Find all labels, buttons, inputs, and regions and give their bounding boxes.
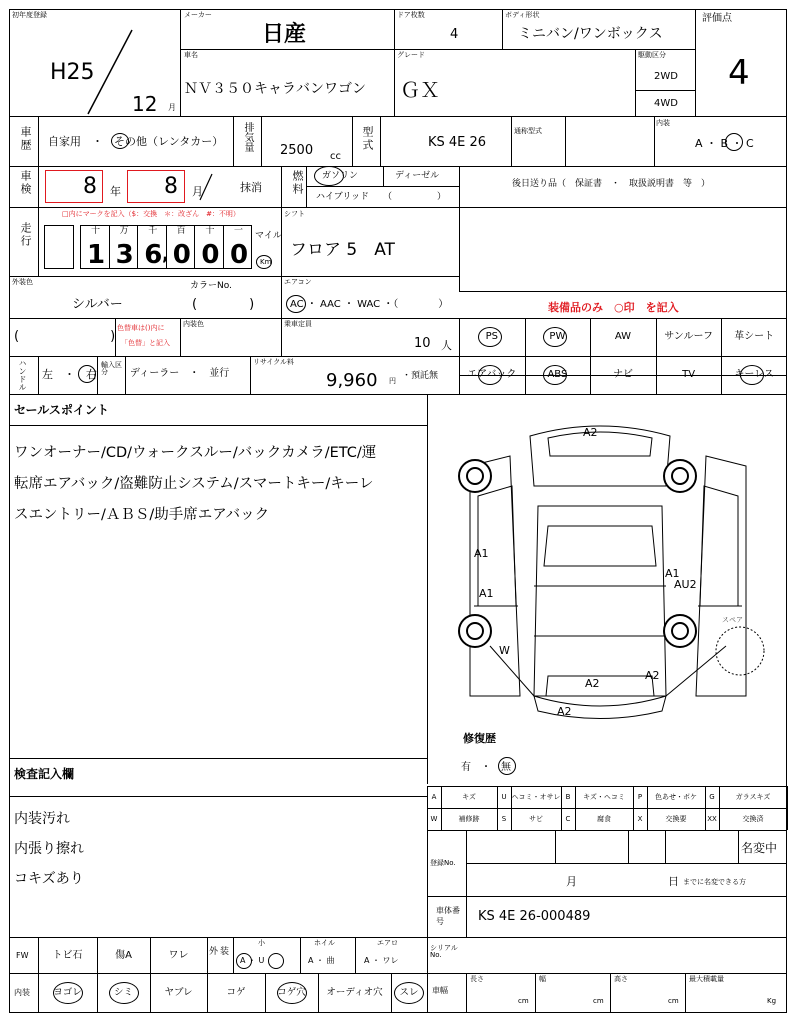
reg-day-unit: 日: [668, 875, 679, 888]
handle-label: ハンドル: [18, 359, 27, 391]
drive-4wd: 4WD: [654, 98, 678, 109]
equip-item: 革シート: [734, 331, 775, 342]
common-model-label: 通称型式: [514, 127, 542, 135]
sales-line: スエントリー/ＡＢＳ/助手席エアバック: [14, 507, 270, 523]
grade-label: グレード: [397, 51, 425, 59]
odometer-digit: 0: [201, 240, 220, 270]
damage-mark: A2: [585, 677, 600, 690]
color-no-label: カラーNo.: [190, 281, 232, 291]
interior-item: ヤブレ: [164, 987, 193, 998]
odometer-divider: [137, 225, 138, 269]
inspection-note: コキズあり: [14, 871, 84, 887]
odometer-digit: 0: [230, 240, 249, 270]
odometer-unit: 万: [119, 226, 129, 236]
drive-label: 駆動区分: [638, 51, 666, 59]
inspection-note: 内装汚れ: [14, 811, 70, 827]
ext-small: A ・ U: [240, 956, 265, 965]
ext-a-circle: [236, 953, 252, 969]
damage-mark: A1: [479, 587, 494, 600]
mileage-note: □内にマークを記入（$：交換 ＊：改ざん #：不明）: [62, 210, 240, 218]
legend-desc: 交換要: [665, 815, 687, 823]
equip-item: エアバック: [467, 369, 517, 380]
equip-header: 装備品のみ ○印 を記入: [548, 301, 679, 314]
repair-options: 有 ・ 無: [461, 762, 511, 773]
legend-code: A: [431, 793, 437, 801]
fw-item: 傷A: [115, 950, 132, 961]
weight-unit: Kg: [767, 997, 777, 1005]
inspection-notes-label: 検査記入欄: [14, 767, 75, 781]
height-unit: cm: [668, 997, 679, 1005]
fw-item: ワレ: [168, 950, 189, 961]
history-label: 車歴: [19, 126, 32, 152]
damage-mark: W: [499, 644, 510, 657]
mileage-label: 走行: [19, 222, 32, 248]
doors-label: ドア枚数: [397, 11, 425, 19]
grade-eval-label: 評価点: [702, 13, 732, 24]
chassis-label: 車体番号: [436, 906, 460, 926]
other-circle: [111, 133, 129, 149]
equip-circle: [478, 327, 502, 347]
displacement-unit: cc: [330, 151, 341, 162]
inspection-month: 8: [164, 174, 178, 199]
legend-code: W: [430, 815, 438, 823]
interior-row-label: 内装: [14, 988, 30, 997]
odometer-divider: [223, 225, 224, 269]
interior-item: スレ: [399, 987, 419, 998]
body-label: ボディ形状: [505, 11, 540, 19]
legend-code: X: [637, 815, 643, 823]
serial-label: シリアルNo.: [430, 944, 458, 959]
fw-item: トビ石: [52, 950, 83, 961]
legend-desc: 色あせ・ボケ: [655, 793, 697, 801]
legend-divider: [787, 808, 788, 830]
odometer-unit: 千: [148, 226, 158, 236]
interior-grades: A ・ B ・ C: [695, 137, 754, 150]
equip-item: TV: [682, 369, 696, 380]
fuel-other: （ ）: [383, 192, 447, 202]
sales-label: セールスポイント: [14, 403, 109, 417]
interior-item: ヨゴレ: [53, 987, 82, 998]
odometer-unit: 十: [91, 226, 101, 236]
capacity-label: 乗車定員: [284, 320, 312, 328]
ext-small-label: 小: [258, 939, 265, 947]
odometer-unit: 一: [234, 226, 244, 236]
fuel-diesel: ディーゼル: [395, 171, 440, 181]
slash-mark: [80, 28, 140, 118]
aero: A ・ ワレ: [364, 956, 399, 965]
equip-circle: [478, 365, 502, 385]
fuel-gas: ガソリン: [322, 171, 359, 181]
damage-mark: A2: [557, 705, 572, 718]
legend-desc: キズ・ヘコミ: [583, 793, 625, 801]
km-circle: [256, 255, 272, 269]
spare-label: スペア: [722, 616, 743, 624]
fw-label: FW: [16, 951, 29, 960]
interior-circle: [394, 982, 424, 1004]
interior-label: 内装: [656, 119, 670, 127]
length-label: 長さ: [470, 975, 484, 983]
odometer-unit: 百: [176, 226, 186, 236]
legend-code: U: [501, 793, 507, 801]
shift: フロア 5 AT: [290, 240, 395, 260]
first-reg-label: 初年度登録: [12, 11, 47, 19]
legend-code: C: [565, 815, 571, 823]
legend-code: B: [565, 793, 571, 801]
equip-item: ABS: [547, 369, 568, 380]
shift-label: シフト: [284, 210, 305, 218]
month-unit: 月: [168, 103, 176, 112]
fuel-hybrid: ハイブリッド: [316, 192, 370, 202]
inspection-cancel: 抹消: [240, 181, 262, 194]
docs-label: 後日送り品（ 保証書 ・ 取扱説明書 等 ）: [512, 179, 711, 189]
legend-desc: 交換済: [742, 815, 764, 823]
aircon-options: AC ・ AAC ・ WAC ・（ ）: [290, 299, 449, 310]
recycle-label: リサイクル料: [253, 358, 295, 366]
right-hand-circle: [78, 365, 96, 383]
body-type: ミニバン/ワンボックス: [518, 26, 663, 42]
interior-item: コゲ: [226, 987, 246, 998]
odometer-digit: 0: [172, 240, 191, 270]
equip-item: ナビ: [612, 369, 633, 380]
capacity-unit: 人: [441, 339, 452, 352]
odometer-divider: [194, 225, 195, 269]
height-label: 高さ: [614, 975, 628, 983]
damage-mark: AU2: [674, 578, 697, 591]
color: シルバー: [72, 297, 123, 312]
doors: 4: [450, 27, 459, 42]
interior-b-circle: [725, 133, 743, 151]
legend-desc: サビ: [529, 815, 543, 823]
equip-item: サンルーフ: [664, 331, 713, 342]
capacity: 10: [414, 336, 431, 351]
interior-circle: [53, 982, 83, 1004]
equip-item: PW: [549, 331, 566, 342]
odometer-digit: 3: [115, 240, 134, 270]
km-label: Km: [260, 258, 272, 266]
length-unit: cm: [518, 997, 529, 1005]
fuel-gas-circle: [314, 166, 344, 186]
inspection-label: 車検: [19, 170, 32, 196]
model: KS 4E 26: [428, 135, 487, 150]
interior-item: シミ: [113, 987, 133, 998]
model-label: 型式: [361, 126, 374, 152]
chassis: KS 4E 26-000489: [478, 909, 591, 924]
odometer-comma: ,: [162, 244, 169, 265]
recycle-unit: 円: [389, 377, 396, 385]
mileage-marker-box: [44, 225, 74, 269]
ext-u-circle: [268, 953, 284, 969]
grade: ＧＸ: [400, 78, 440, 102]
wheel-label: ホイル: [314, 939, 335, 947]
legend-code: P: [637, 793, 643, 801]
wheel: A ・ 曲: [308, 956, 335, 965]
sales-line: ワンオーナー/CD/ウォークスルー/バックカメラ/ETC/運: [14, 445, 377, 461]
displacement-label: 排気量: [242, 122, 253, 152]
mile-label: マイル: [255, 231, 282, 241]
legend-desc: ヘコミ・オサレ: [511, 793, 561, 801]
odometer-divider: [109, 225, 110, 269]
odometer-unit: 十: [205, 226, 215, 236]
inspection-year-unit: 年: [110, 185, 121, 198]
inspection-note: 内張り擦れ: [14, 841, 84, 857]
equip-item: PS: [485, 331, 498, 342]
drive-2wd: 2WD: [654, 71, 678, 82]
equip-item: キーレス: [734, 369, 774, 380]
legend-code: G: [709, 793, 715, 801]
color-label: 外装色: [12, 278, 33, 286]
paren: ( ): [14, 329, 116, 344]
handle-options: 左 ・ 右: [42, 368, 97, 381]
aircon-label: エアコン: [284, 278, 312, 286]
width-unit: cm: [593, 997, 604, 1005]
interior-item: オーディオ穴: [326, 987, 383, 998]
sales-line: 転席エアバック/盗難防止システム/スマートキー/キーレ: [14, 476, 374, 492]
size-label: 車幅: [432, 986, 448, 995]
legend-divider: [787, 786, 788, 808]
legend-desc: 補修跡: [458, 815, 480, 823]
name-change: 名変中: [741, 841, 778, 855]
aero-label: エアロ: [377, 939, 398, 947]
repair-label: 修復歴: [463, 732, 496, 745]
interior-circle: [109, 982, 139, 1004]
equip-item: AW: [614, 331, 632, 342]
reg-no-label: 登録No.: [430, 859, 456, 867]
weight-label: 最大積載量: [689, 975, 724, 983]
grade-eval: 4: [728, 53, 750, 93]
color-change-note2: 「色替」と記入: [121, 339, 170, 347]
legend-desc: ガラスキズ: [735, 793, 771, 801]
legend-code: S: [501, 815, 507, 823]
odometer-digit: 6: [144, 240, 163, 270]
odometer-digit: 1: [87, 240, 106, 270]
deposit: ・預託無: [402, 371, 439, 381]
import-options: ディーラー ・ 並行: [130, 368, 230, 379]
car-name-label: 車名: [184, 51, 198, 59]
damage-mark: A2: [645, 669, 660, 682]
legend-desc: キズ: [462, 793, 476, 801]
reg-month-unit: 月: [566, 875, 577, 888]
first-reg-era: H25: [50, 60, 95, 85]
fuel-label: 燃料: [291, 170, 304, 196]
history-options: 自家用 ・ その他（レンタカー）: [48, 135, 224, 148]
interior-color-label: 内装色: [183, 320, 204, 328]
deadline-note: までに名変できる方: [683, 878, 746, 886]
exterior-label: 外装: [209, 947, 232, 957]
legend-desc: 腐食: [597, 815, 611, 823]
inspection-month-unit: 月: [192, 185, 203, 198]
displacement: 2500: [280, 143, 314, 158]
color-change-note1: 色替車は()内に: [117, 324, 165, 332]
import-label: 輸入区分: [101, 361, 122, 376]
car-name: ＮＶ３５０キャラバンワゴン: [184, 81, 366, 97]
repair-none-circle: [498, 757, 516, 775]
legend-code: XX: [707, 815, 717, 823]
width-label: 幅: [539, 975, 546, 983]
slash-mark: [198, 172, 214, 202]
maker-label: メーカー: [184, 11, 212, 19]
damage-mark: A1: [474, 547, 489, 560]
damage-mark: A2: [583, 426, 598, 439]
ac-circle: [286, 295, 306, 313]
damage-mark: A1: [665, 567, 680, 580]
maker: 日産: [262, 22, 307, 47]
first-reg-month: 12: [132, 92, 158, 116]
interior-circle: [277, 982, 307, 1004]
inspection-year: 8: [83, 174, 97, 199]
recycle: 9,960: [326, 370, 378, 391]
interior-item: コゲ穴: [277, 987, 306, 998]
color-no: ( ): [192, 297, 255, 312]
